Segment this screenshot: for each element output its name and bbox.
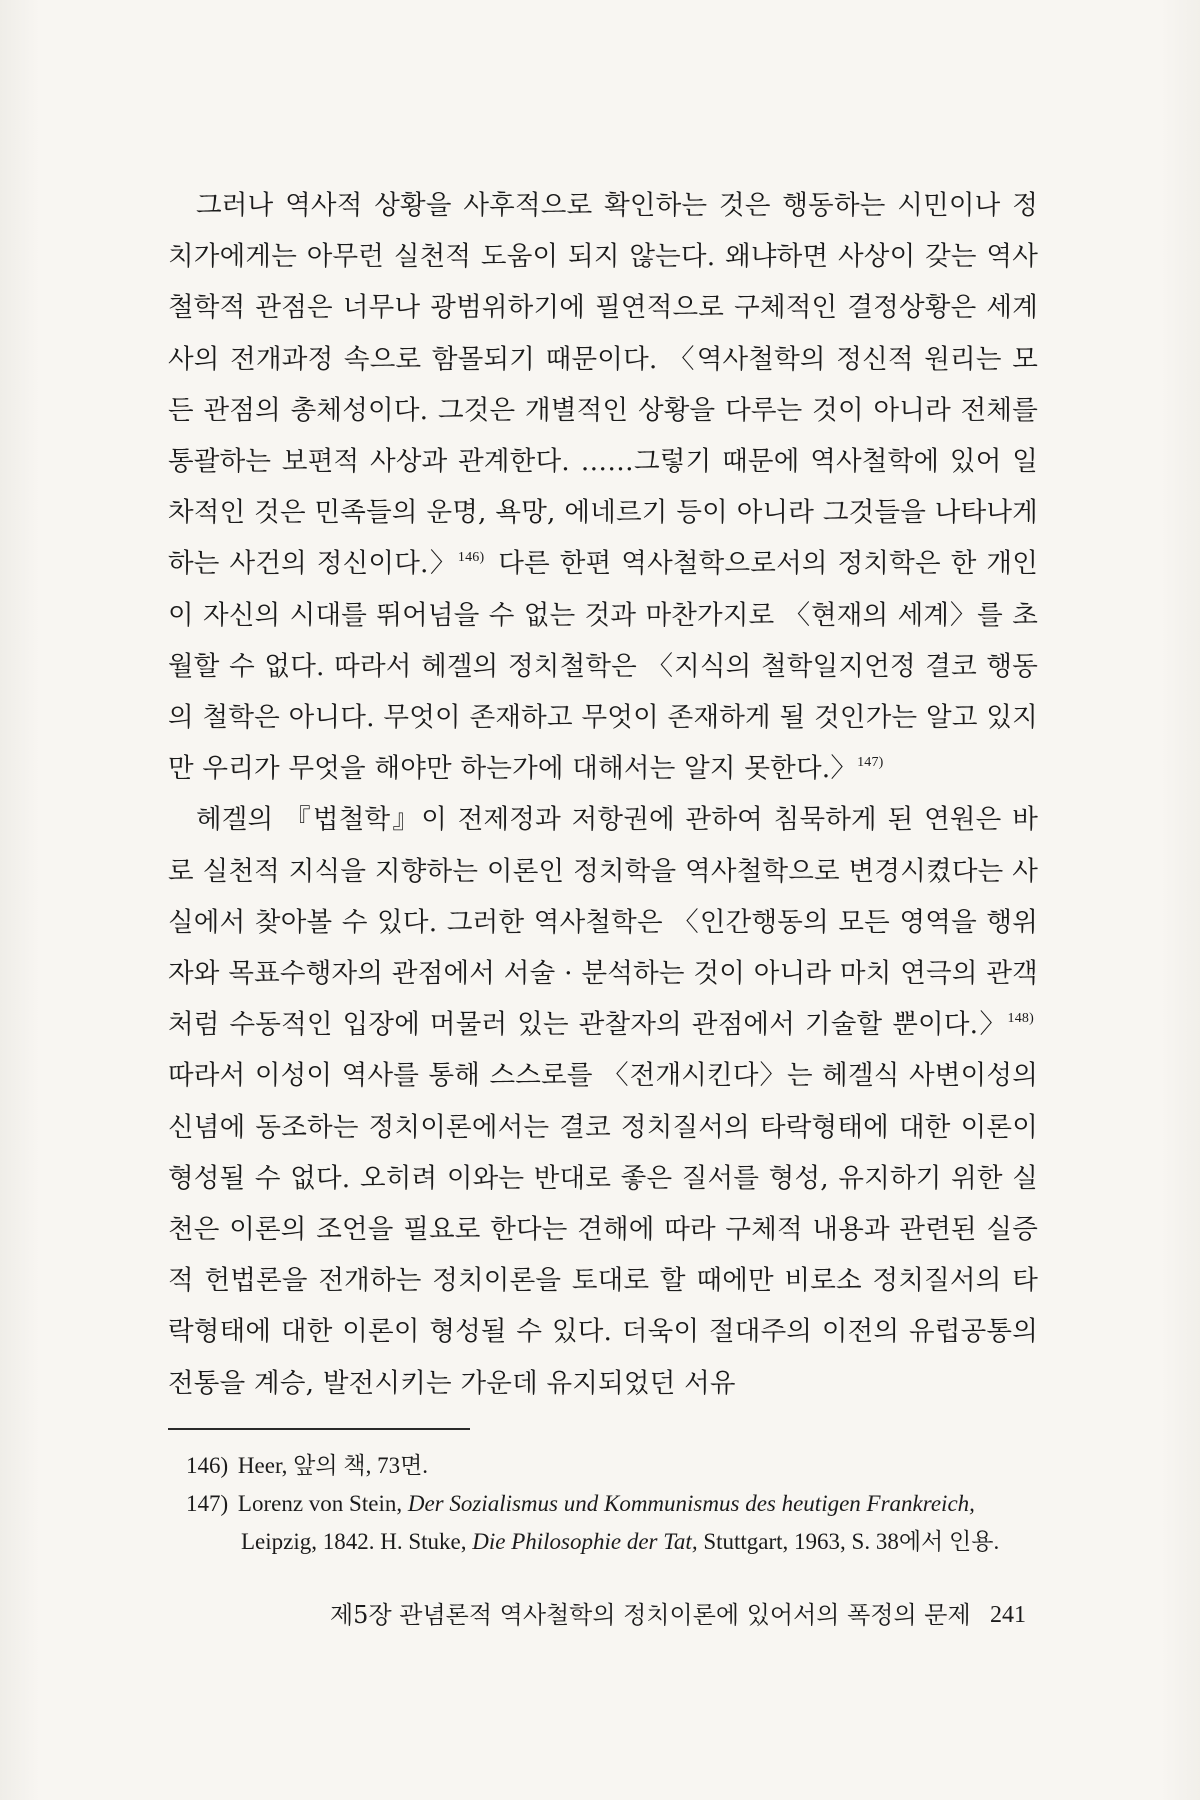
footnote-147-publication: Leipzig, 1842. H. Stuke,	[241, 1529, 473, 1554]
paragraph-1-text-b: 다른 한편 역사철학으로서의 정치학은 한 개인이 자신의 시대를 뛰어넘을 수 없는 것과 마찬가지로 〈현재의 세계〉를 초월할 수 없다. 따라서 헤겔의 정치철학은 〈지식의 철학일지언정 결코 행동의 철학은 아니다. 무엇이 존재하고 무엇이 존재하게 될 것인가는 알고 있지만 우리가 무엇을 해야만 하는가에 대해서는 알지 못한다.〉	[168, 548, 1038, 785]
paragraph-1-text-a: 그러나 역사적 상황을 사후적으로 확인하는 것은 행동하는 시민이나 정치가에게는 아무런 실천적 도움이 되지 않는다. 왜냐하면 사상이 갖는 역사철학적 관점은 너무나 광범위하기에 필연적으로 구체적인 결정상황은 세계사의 전개과정 속으로 함몰되기 때문이다. 〈역사철학의 정신적 원리는 모든 관점의 총체성이다. 그것은 개별적인 상황을 다루는 것이 아니라 전체를 통괄하는 보편적 사상과 관계한다. ……그렇기 때문에 역사철학에 있어 일차적인 것은 민족들의 운명, 욕망, 에네르기 등이 아니라 그것들을 나타나게 하는 사건의 정신이다.〉	[168, 190, 1038, 580]
footnote-147-citation: Stuttgart, 1963, S. 38에서 인용.	[697, 1529, 1000, 1554]
footnote-147-continued	[168, 1523, 1048, 1561]
footnote-146-text: Heer, 앞의 책, 73면.	[237, 1453, 429, 1478]
footnotes	[168, 1447, 1048, 1561]
page-number: 241	[990, 1602, 1026, 1628]
footnote-146	[168, 1447, 1048, 1485]
footnote-divider	[168, 1428, 470, 1430]
paragraph-2-text-a: 헤겔의 『법철학』이 전제정과 저항권에 관하여 침묵하게 된 연원은 바로 실천적 지식을 지향하는 이론인 정치학을 역사철학으로 변경시켰다는 사실에서 찾아볼 수 있다. 그러한 역사철학은 〈인간행동의 모든 영역을 행위자와 목표수행자의 관점에서 서술 · 분석하는 것이 아니라 마치 연극의 관객처럼 수동적인 입장에 머물러 있는 관찰자의 관점에서 기술할 뿐이다.〉	[168, 804, 1038, 1041]
footnote-147-author: Lorenz von Stein,	[237, 1491, 408, 1516]
footnote-147-second-title: Die Philosophie der Tat,	[472, 1529, 698, 1554]
footnote-146-number: 146)	[186, 1453, 229, 1478]
footnote-ref-148[interactable]: 148)	[1007, 1011, 1034, 1027]
paragraph-2-text-b: 따라서 이성이 역사를 통해 스스로를 〈전개시킨다〉는 헤겔식 사변이성의 신념에 동조하는 정치이론에서는 결코 정치질서의 타락형태에 대한 이론이 형성될 수 없다. 오히려 이와는 반대로 좋은 질서를 형성, 유지하기 위한 실천은 이론의 조언을 필요로 한다는 견해에 따라 구체적 내용과 관련된 실증적 헌법론을 전개하는 정치이론을 토대로 할 때에만 비로소 정치질서의 타락형태에 대한 이론이 형성될 수 있다. 더욱이 절대주의 이전의 유럽공통의 전통을 계승, 발전시키는 가운데 유지되었던 서유	[168, 1060, 1038, 1399]
main-text	[168, 180, 1038, 1409]
running-footer: 제5장 관념론적 역사철학의 정치이론에 있어서의 폭정의 문제	[330, 1601, 971, 1629]
footnote-ref-146[interactable]: 146)	[457, 550, 485, 566]
paragraph-2	[168, 794, 1038, 1408]
footnote-ref-147[interactable]: 147)	[857, 755, 884, 771]
footnote-147-title: Der Sozialismus und Kommunismus des heutigen Frankreich,	[407, 1491, 975, 1516]
footnote-147-number: 147)	[186, 1491, 229, 1516]
footnote-147	[168, 1485, 1048, 1523]
paragraph-1	[168, 180, 1038, 794]
